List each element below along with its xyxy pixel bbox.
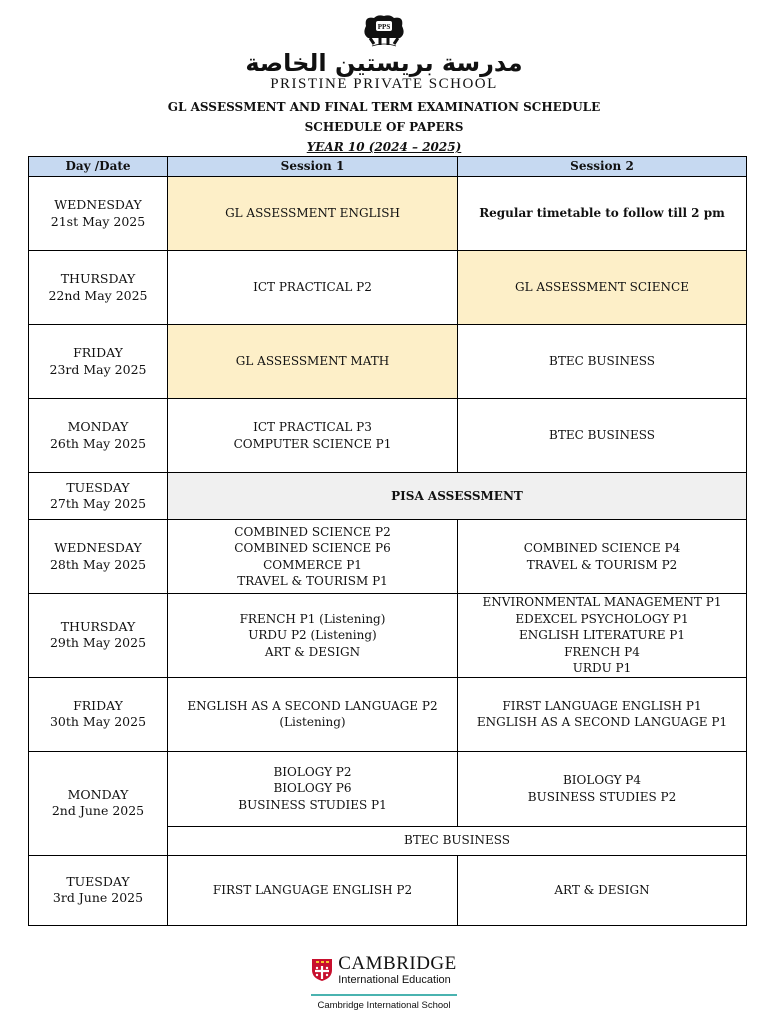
merged-session-cell: BTEC BUSINESS: [168, 826, 747, 855]
session-2-cell: BIOLOGY P4 BUSINESS STUDIES P2: [458, 751, 747, 826]
column-header-day: Day /Date: [29, 157, 168, 177]
year-label: YEAR 10 (2024 – 2025): [306, 140, 462, 154]
cambridge-brand: CAMBRIDGE: [338, 953, 457, 974]
footer-divider: [311, 994, 457, 996]
table-row: [29, 325, 747, 399]
table-row: [29, 855, 747, 925]
day-cell: WEDNESDAY 21st May 2025: [29, 177, 168, 251]
day-cell: TUESDAY 27th May 2025: [29, 473, 168, 520]
session-2-cell: COMBINED SCIENCE P4 TRAVEL & TOURISM P2: [458, 520, 747, 594]
session-1-cell: ICT PRACTICAL P3 COMPUTER SCIENCE P1: [168, 399, 458, 473]
session-1-cell: FIRST LANGUAGE ENGLISH P2: [168, 855, 458, 925]
session-2-cell: ENVIRONMENTAL MANAGEMENT P1 EDEXCEL PSYCHOLOGY P1 ENGLISH LITERATURE P1 FRENCH P4 URDU P1: [458, 594, 747, 678]
day-cell: THURSDAY 22nd May 2025: [29, 251, 168, 325]
column-header-session-2: Session 2: [458, 157, 747, 177]
session-2-cell: GL ASSESSMENT SCIENCE: [458, 251, 747, 325]
table-row: [29, 473, 747, 520]
session-1-cell: BIOLOGY P2 BIOLOGY P6 BUSINESS STUDIES P1: [168, 751, 458, 826]
merged-session-cell: PISA ASSESSMENT: [168, 473, 747, 520]
column-header-session-1: Session 1: [168, 157, 458, 177]
session-1-cell: COMBINED SCIENCE P2 COMBINED SCIENCE P6 COMMERCE P1 TRAVEL & TOURISM P1: [168, 520, 458, 594]
session-2-cell: FIRST LANGUAGE ENGLISH P1 ENGLISH AS A SECOND LANGUAGE P1: [458, 677, 747, 751]
svg-text:PPS: PPS: [377, 23, 391, 31]
session-1-cell: ICT PRACTICAL P2: [168, 251, 458, 325]
table-row: [29, 520, 747, 594]
school-crest-icon: [356, 12, 412, 48]
cambridge-footer: [0, 954, 768, 1011]
table-row: [29, 399, 747, 473]
table-row: [29, 251, 747, 325]
session-2-cell: Regular timetable to follow till 2 pm: [458, 177, 747, 251]
schedule-titles: [0, 97, 768, 157]
table-row: [29, 177, 747, 251]
cambridge-brand-sub: International Education: [338, 974, 451, 986]
session-1-cell: FRENCH P1 (Listening) URDU P2 (Listening) ART & DESIGN: [168, 594, 458, 678]
page-subtitle: SCHEDULE OF PAPERS: [304, 120, 464, 134]
day-cell: THURSDAY 29th May 2025: [29, 594, 168, 678]
cambridge-logo: [0, 954, 768, 986]
day-cell: FRIDAY 23rd May 2025: [29, 325, 168, 399]
table-header-row: [29, 157, 747, 177]
session-2-cell: ART & DESIGN: [458, 855, 747, 925]
day-cell: MONDAY 26th May 2025: [29, 399, 168, 473]
school-logo: [0, 12, 768, 92]
day-cell: FRIDAY 30th May 2025: [29, 677, 168, 751]
day-cell: TUESDAY 3rd June 2025: [29, 855, 168, 925]
session-1-cell: GL ASSESSMENT MATH: [168, 325, 458, 399]
day-cell: MONDAY 2nd June 2025: [29, 751, 168, 855]
session-2-cell: BTEC BUSINESS: [458, 399, 747, 473]
table-row: [29, 751, 747, 826]
exam-schedule-table: [28, 156, 747, 926]
session-1-cell: GL ASSESSMENT ENGLISH: [168, 177, 458, 251]
table-row: [29, 594, 747, 678]
day-cell: WEDNESDAY 28th May 2025: [29, 520, 168, 594]
cambridge-school-label: Cambridge International School: [317, 1000, 451, 1011]
session-2-cell: BTEC BUSINESS: [458, 325, 747, 399]
school-name-arabic: مدرسة بريستين الخاصة: [245, 49, 523, 77]
school-name-english: PRISTINE PRIVATE SCHOOL: [270, 76, 498, 92]
session-1-cell: ENGLISH AS A SECOND LANGUAGE P2 (Listening): [168, 677, 458, 751]
page-title: GL ASSESSMENT AND FINAL TERM EXAMINATION SCHEDULE: [167, 100, 601, 114]
table-row: [29, 677, 747, 751]
cambridge-shield-icon: [311, 958, 333, 982]
